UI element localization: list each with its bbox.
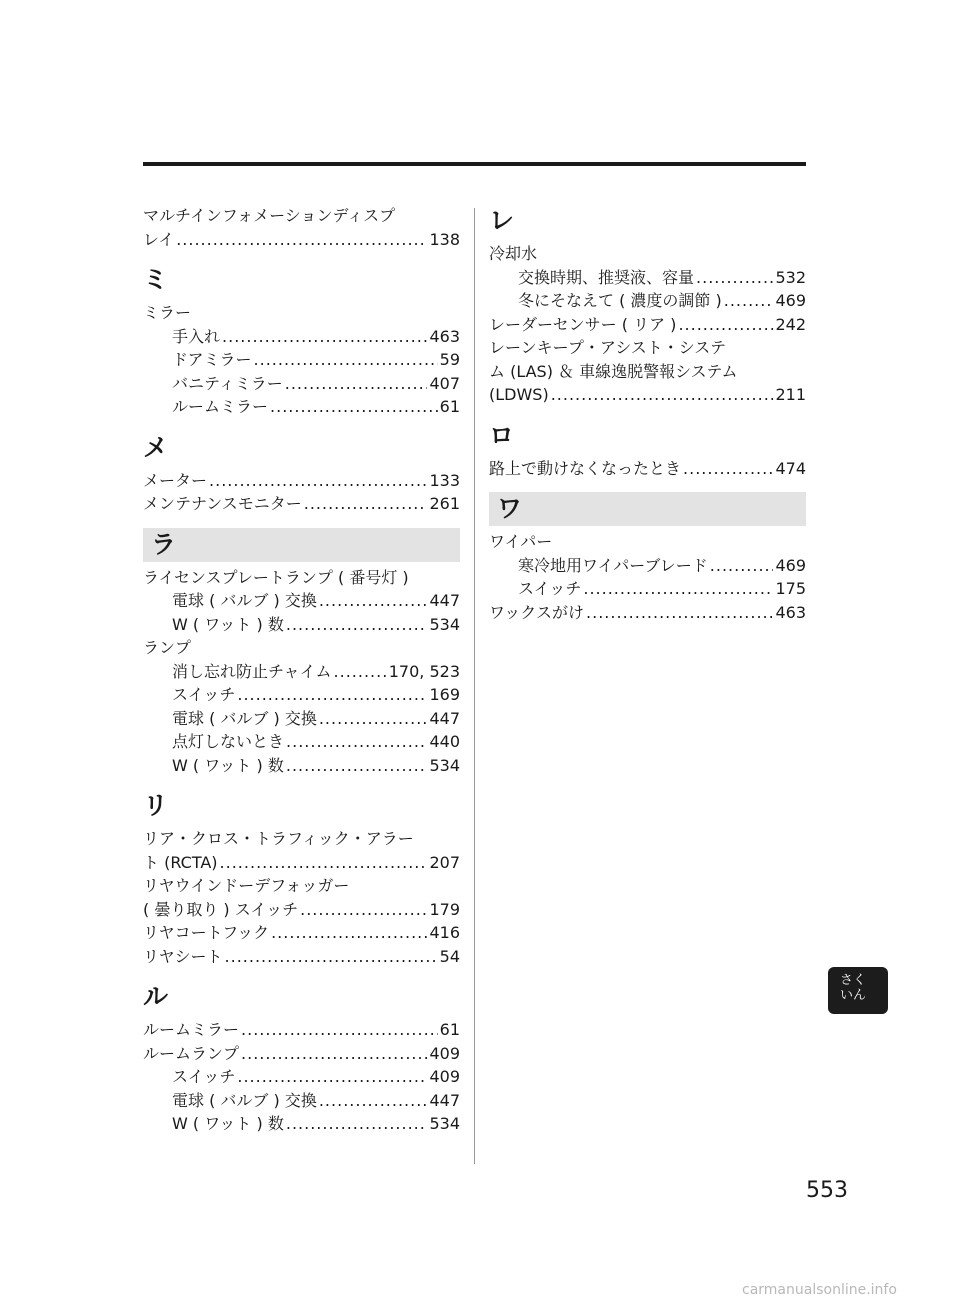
entry-label: 消し忘れ防止チャイム [172,661,332,681]
entry-label: メンテナンスモニター [143,494,302,513]
leader-dots [225,945,438,969]
leader-dots [304,492,428,516]
leader-dots [319,707,428,731]
index-term: レーンキープ・アシスト・システ [489,338,726,357]
section-heading: ル [143,982,169,1011]
index-term: 冷却水 [489,244,538,263]
index-term: ワイパー [489,532,553,551]
leader-dots [678,313,773,337]
entry-page: 179 [429,899,460,919]
entry-page: 170, 523 [388,661,460,681]
entry-page: 261 [429,494,460,513]
entry-label: 冬にそなえて ( 濃度の調節 ) [518,291,722,310]
index-column-right [489,204,806,624]
entry-label: メーター [143,470,208,490]
entry-label: ワックスがけ [489,602,585,622]
entry-label: ルームランプ [143,1043,240,1063]
entry-label: バニティミラー [172,373,283,393]
entry-label: 寒冷地用ワイパーブレード [518,555,708,575]
leader-dots [586,601,773,625]
leader-dots [285,372,428,396]
entry-label: 手入れ [172,326,221,346]
index-term: ミラー [143,303,192,322]
index-entry[interactable] [143,1089,460,1113]
leader-dots [254,348,438,372]
index-tab-line2: いん [840,988,867,1003]
entry-page: 534 [429,1114,460,1133]
entry-page: 469 [775,555,806,575]
entry-label: リヤシート [143,946,223,966]
index-entry[interactable] [143,348,460,372]
entry-page: 407 [429,373,460,393]
leader-dots [286,1112,428,1136]
index-entry[interactable] [143,613,460,637]
index-tab[interactable] [828,967,888,1014]
watermark: carmanualsonline.info [742,1282,897,1298]
entry-page: 54 [439,946,460,966]
index-entry[interactable] [489,289,806,313]
section-heading: メ [143,432,169,462]
index-entry[interactable] [143,921,460,945]
entry-page: 409 [429,1043,460,1063]
entry-page: 532 [775,267,806,287]
leader-dots [583,577,773,601]
leader-dots [696,266,773,290]
leader-dots [551,383,774,407]
entry-page: 440 [429,732,460,751]
index-entry[interactable] [489,577,806,601]
index-entry[interactable] [143,1042,460,1066]
index-entry[interactable] [489,266,806,290]
entry-page: 207 [429,852,460,872]
index-entry[interactable] [143,492,460,516]
entry-page: 61 [439,1020,460,1039]
index-entry[interactable] [143,228,460,252]
leader-dots [334,660,387,684]
leader-dots [319,589,428,613]
entry-page: 534 [429,755,460,775]
entry-label: 路上で動けなくなったとき [489,458,682,478]
entry-page: 242 [775,314,806,334]
index-entry[interactable] [489,313,806,337]
entry-label: 電球 ( バルブ ) 交換 [172,591,317,610]
index-term: リヤウインドーデフォッガー [143,876,350,895]
leader-dots [271,921,427,945]
index-term: ライセンスプレートランプ ( 番号灯 ) [143,567,409,587]
leader-dots [222,325,427,349]
entry-page: 463 [775,602,806,622]
entry-label: ( 曇り取り ) スイッチ [143,899,299,919]
index-entry[interactable] [143,945,460,969]
entry-page: 447 [429,708,460,728]
entry-page: 138 [429,229,460,249]
entry-page: 169 [429,685,460,704]
leader-dots [710,554,774,578]
entry-label: スイッチ [172,685,236,704]
index-entry[interactable] [143,469,460,493]
leader-dots [683,457,773,481]
section-heading: ワ [489,492,806,526]
entry-page: 469 [775,291,806,310]
leader-dots [237,683,427,707]
entry-label: リヤコートフック [143,923,270,942]
entry-page: 447 [429,591,460,610]
index-entry[interactable] [489,554,806,578]
page-number: 553 [806,1178,848,1203]
index-entry[interactable] [143,1018,460,1042]
entry-label: 電球 ( バルブ ) 交換 [172,708,317,728]
index-entry[interactable] [143,851,460,875]
entry-label: 電球 ( バルブ ) 交換 [172,1090,317,1110]
index-entry[interactable] [143,1112,460,1136]
section-heading: リ [143,791,169,820]
index-term: リア・クロス・トラフィック・アラー [143,829,414,848]
leader-dots [237,1065,427,1089]
section-heading: ロ [489,420,515,450]
index-entry[interactable] [143,898,460,922]
section-heading: レ [489,206,515,235]
column-divider [474,208,475,1164]
entry-page: 211 [775,385,806,404]
index-entry[interactable] [143,589,460,613]
entry-page: 59 [439,350,460,369]
leader-dots [220,851,428,875]
leader-dots [319,1089,428,1113]
index-term: ム (LAS) ＆ 車線逸脱警報システム [489,361,738,381]
leader-dots [241,1018,438,1042]
index-entry[interactable] [143,754,460,778]
index-tab-line1: さく [840,973,867,988]
leader-dots [724,289,774,313]
top-rule [143,162,806,166]
leader-dots [286,730,427,754]
entry-label: スイッチ [172,1067,236,1086]
index-entry[interactable] [143,683,460,707]
entry-label: ルームミラー [143,1020,240,1039]
entry-label: W ( ワット ) 数 [172,755,284,775]
entry-label: スイッチ [518,579,582,598]
entry-page: 534 [429,614,460,634]
entry-page: 463 [429,326,460,346]
index-entry[interactable] [143,707,460,731]
leader-dots [241,1042,427,1066]
entry-page: 474 [775,458,806,478]
leader-dots [176,228,427,252]
entry-label: ドアミラー [172,350,252,369]
entry-label: ルームミラー [172,397,269,416]
leader-dots [286,754,428,778]
index-entry[interactable] [489,383,806,407]
section-heading: ミ [143,265,169,294]
index-entry[interactable] [143,1065,460,1089]
index-entry[interactable] [143,660,460,684]
leader-dots [286,613,428,637]
index-column-left [143,204,460,1136]
entry-label: 交換時期、推奨液、容量 [518,267,695,287]
entry-label: 点灯しないとき [172,732,285,751]
entry-label: W ( ワット ) 数 [172,614,284,634]
entry-label: レイ [143,229,175,249]
entry-label: (LDWS) [489,385,549,404]
leader-dots [300,898,427,922]
index-entry[interactable] [489,457,806,481]
entry-page: 133 [429,470,460,490]
index-term: ランプ [143,638,192,657]
index-entry[interactable] [143,395,460,419]
leader-dots [270,395,438,419]
entry-page: 409 [429,1067,460,1086]
index-entry[interactable] [143,730,460,754]
entry-label: レーダーセンサー ( リア ) [489,314,677,334]
leader-dots [209,469,427,493]
index-entry[interactable] [143,325,460,349]
entry-page: 447 [429,1090,460,1110]
section-heading: ラ [143,528,460,562]
entry-label: W ( ワット ) 数 [172,1114,284,1133]
entry-page: 416 [429,923,460,942]
index-entry[interactable] [143,372,460,396]
entry-page: 175 [775,579,806,598]
entry-page: 61 [439,397,460,416]
index-term: マルチインフォメーションディスプ [143,206,396,225]
index-entry[interactable] [489,601,806,625]
entry-label: ト (RCTA) [143,852,218,872]
